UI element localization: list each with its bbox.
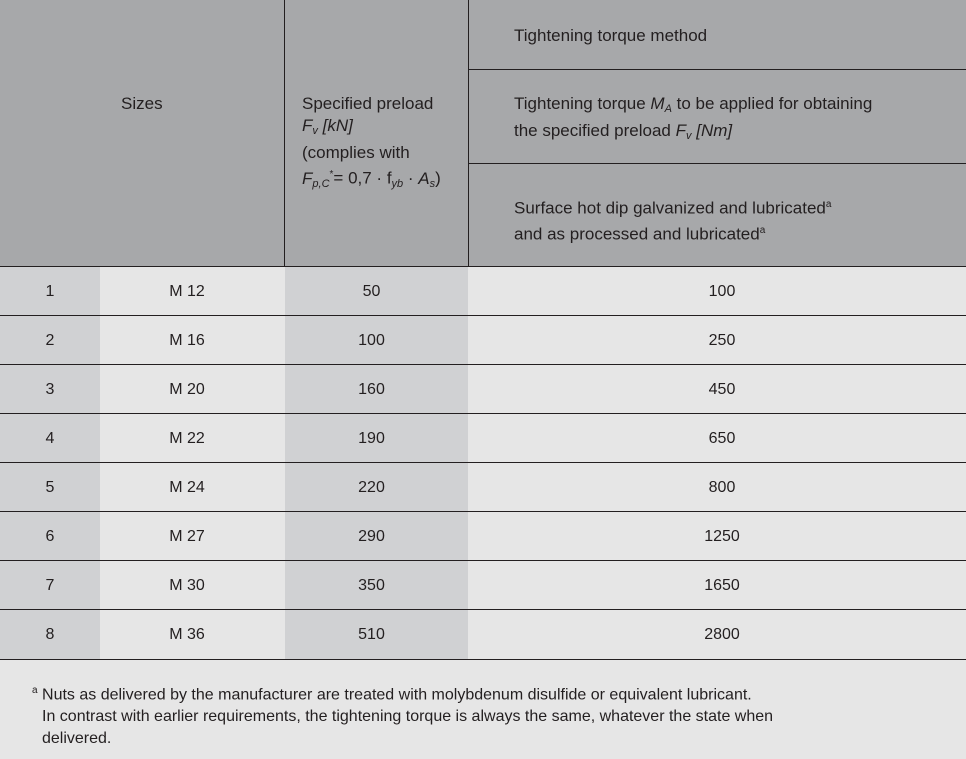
table-row: 5 M 24 220 800 — [0, 463, 966, 512]
header-method: Tightening torque method — [514, 26, 708, 45]
table-row: 8 M 36 510 2800 — [0, 610, 966, 660]
table-row: 3 M 20 160 450 — [0, 365, 966, 414]
table-row: 1 M 12 50 100 — [0, 267, 966, 316]
table-row: 7 M 30 350 1650 — [0, 561, 966, 610]
preload-label: Specified preload — [302, 94, 434, 113]
table-row: 6 M 27 290 1250 — [0, 512, 966, 561]
preload-unit: $F_v$ [kN] — [302, 116, 353, 137]
header-sizes: Sizes — [121, 94, 163, 113]
header-torque: Tightening torque $M_A$ to be applied for obtaining the specified preload $F_v$ [Nm] — [514, 94, 873, 142]
header-divider — [468, 163, 966, 164]
table-row: 4 M 22 190 650 — [0, 414, 966, 463]
header-divider — [284, 0, 285, 266]
footnote: $^a$ Nuts as delivered by the manufacturer are treated with molybdenum disulfide or equivalent lubricant. In contrast with earlier requirements, the tightening torque is always the same, whatever the state when delivered. — [32, 685, 774, 748]
preload-formula: $F_{p,C}^*= 0,7 \cdot f_{yb} \cdot A_s$) — [302, 168, 441, 190]
table-row: 2 M 16 100 250 — [0, 316, 966, 365]
preload-complies: (complies with — [302, 143, 410, 162]
header-preload — [302, 93, 472, 195]
header-surface: Surface hot dip galvanized and lubricated$^a$ and as processed and lubricated$^a$ — [514, 198, 832, 244]
header-divider — [468, 69, 966, 70]
